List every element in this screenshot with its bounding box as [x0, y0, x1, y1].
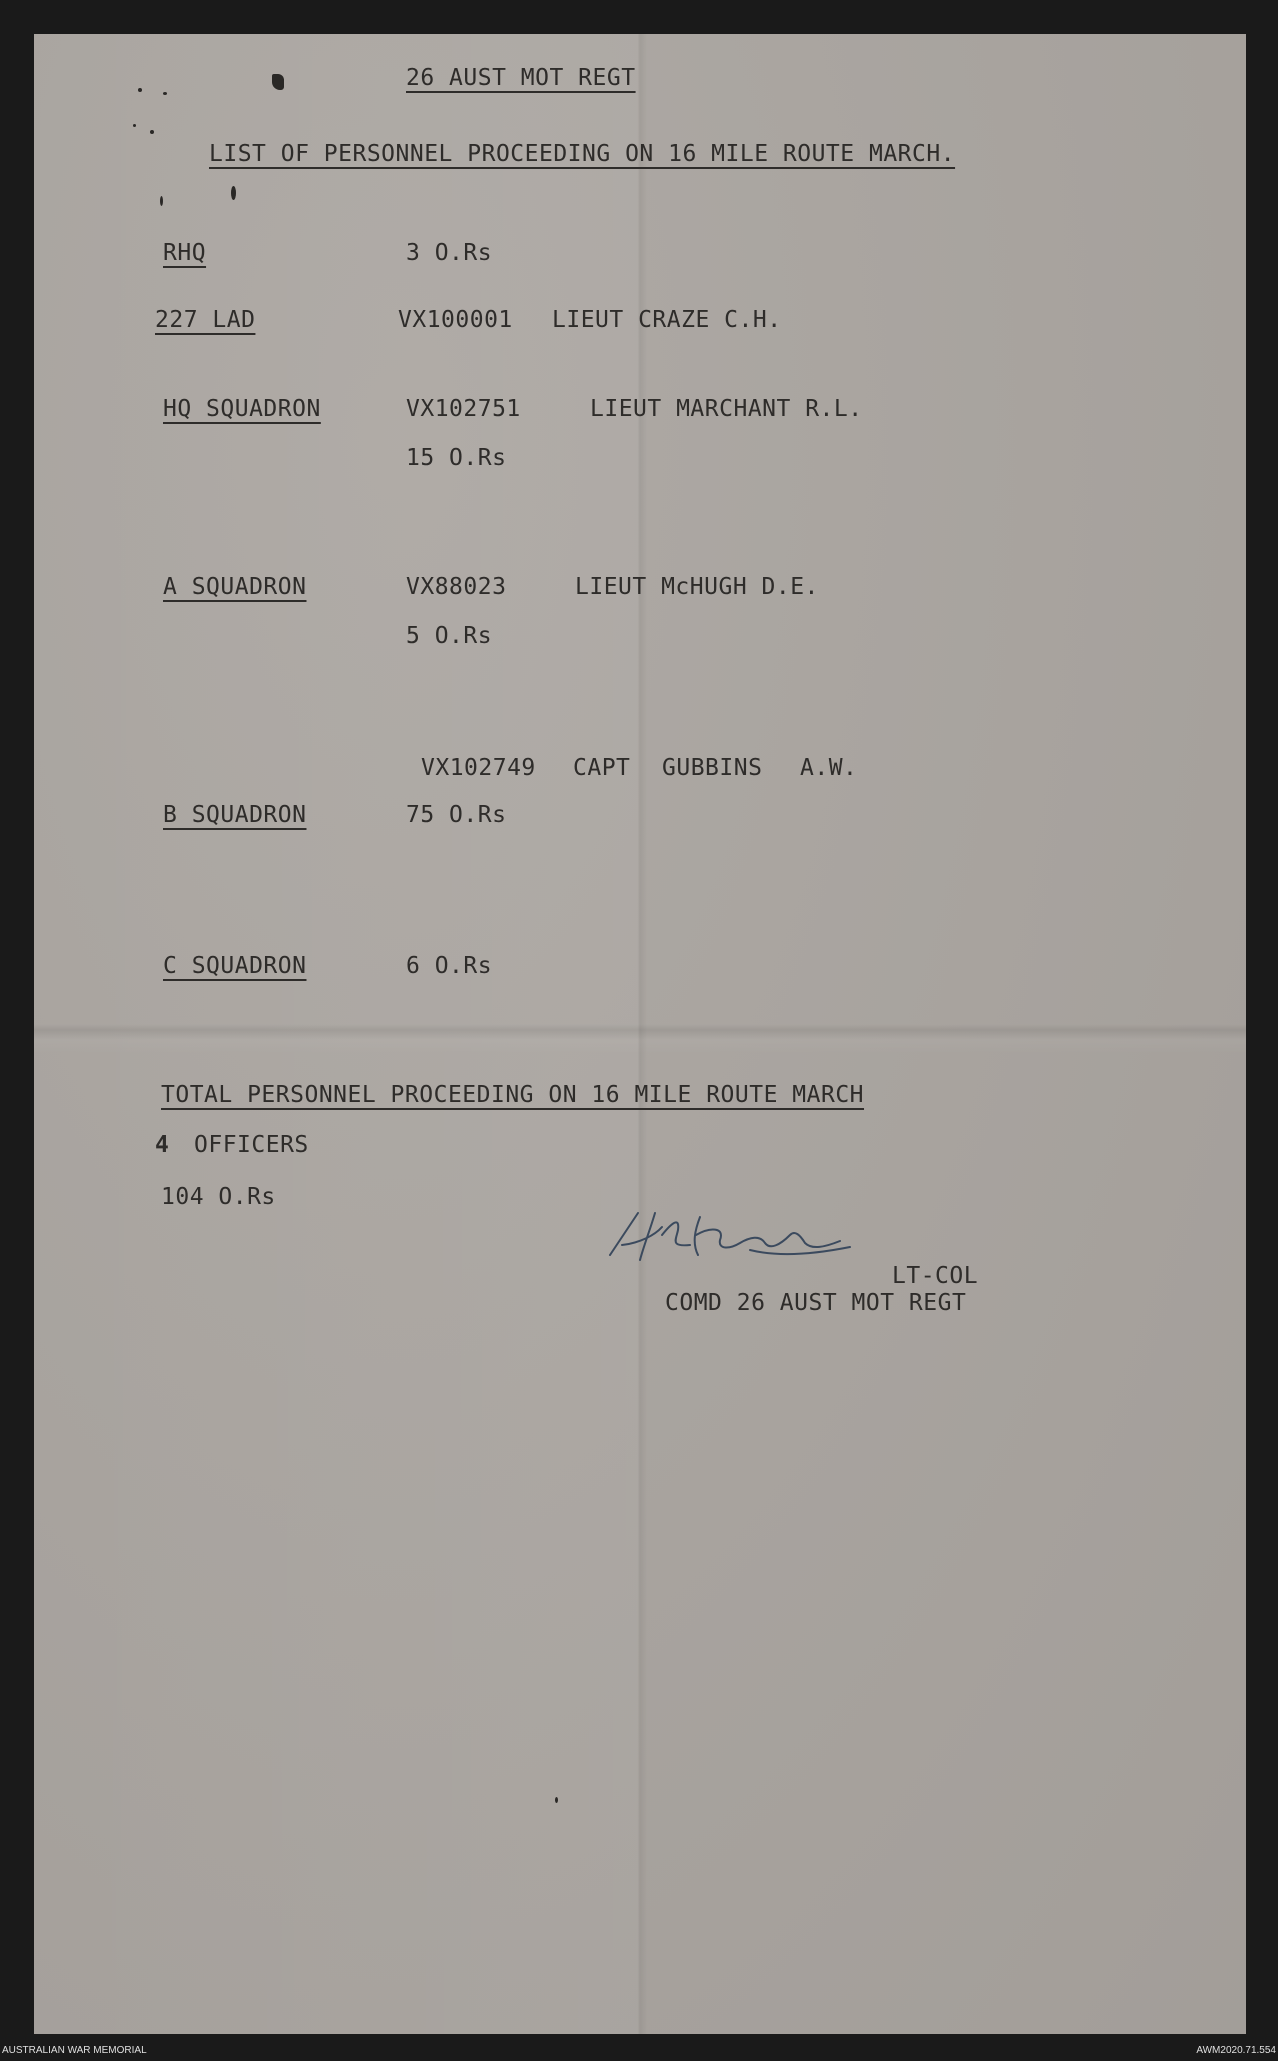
ink-speck	[138, 88, 142, 92]
ors-b: 75 O.Rs	[406, 802, 507, 828]
document-heading: 26 AUST MOT REGT	[406, 65, 636, 91]
service-number-lad: VX100001	[398, 307, 513, 333]
signatory-appointment: COMD 26 AUST MOT REGT	[665, 1290, 967, 1316]
ink-speck	[133, 124, 136, 127]
unit-label-rhq: RHQ	[163, 240, 207, 266]
unit-label-lad: 227 LAD	[155, 307, 256, 333]
officer-name-hq: LIEUT MARCHANT R.L.	[590, 396, 863, 422]
ors-a: 5 O.Rs	[406, 623, 493, 649]
unit-label-a: A SQUADRON	[163, 574, 307, 600]
officer-name-lad: LIEUT CRAZE C.H.	[552, 307, 782, 333]
total-ors: 104 O.Rs	[161, 1184, 276, 1210]
service-number-a: VX88023	[406, 574, 507, 600]
officer-rank-b: CAPT	[573, 755, 631, 781]
unit-label-hq: HQ SQUADRON	[163, 396, 321, 422]
officer-name-a: LIEUT McHUGH D.E.	[575, 574, 819, 600]
ink-speck	[160, 196, 163, 206]
document-subheading: LIST OF PERSONNEL PROCEEDING ON 16 MILE ROUTE MARCH.	[209, 141, 956, 167]
total-heading: TOTAL PERSONNEL PROCEEDING ON 16 MILE ROUTE MARCH	[161, 1082, 865, 1108]
signatory-rank: LT-COL	[892, 1263, 979, 1289]
ink-speck	[163, 92, 167, 95]
ink-speck	[150, 130, 154, 134]
ink-speck	[272, 74, 284, 90]
officer-surname-b: GUBBINS	[662, 755, 763, 781]
ors-c: 6 O.Rs	[406, 953, 493, 979]
ink-speck	[555, 1797, 558, 1803]
document-page	[34, 34, 1246, 2034]
service-number-b: VX102749	[421, 755, 536, 781]
unit-detail-rhq: 3 O.Rs	[406, 240, 493, 266]
archive-reference: AWM2020.71.554	[1196, 2045, 1276, 2056]
total-officers-label: OFFICERS	[194, 1132, 309, 1158]
unit-label-b: B SQUADRON	[163, 802, 307, 828]
service-number-hq: VX102751	[406, 396, 521, 422]
total-officers-count: 4	[155, 1132, 170, 1158]
unit-label-c: C SQUADRON	[163, 953, 307, 979]
archive-credit: AUSTRALIAN WAR MEMORIAL	[2, 2045, 147, 2056]
officer-initials-b: A.W.	[800, 755, 858, 781]
ink-speck	[231, 186, 236, 200]
handwritten-signature	[600, 1205, 900, 1265]
ors-hq: 15 O.Rs	[406, 445, 507, 471]
